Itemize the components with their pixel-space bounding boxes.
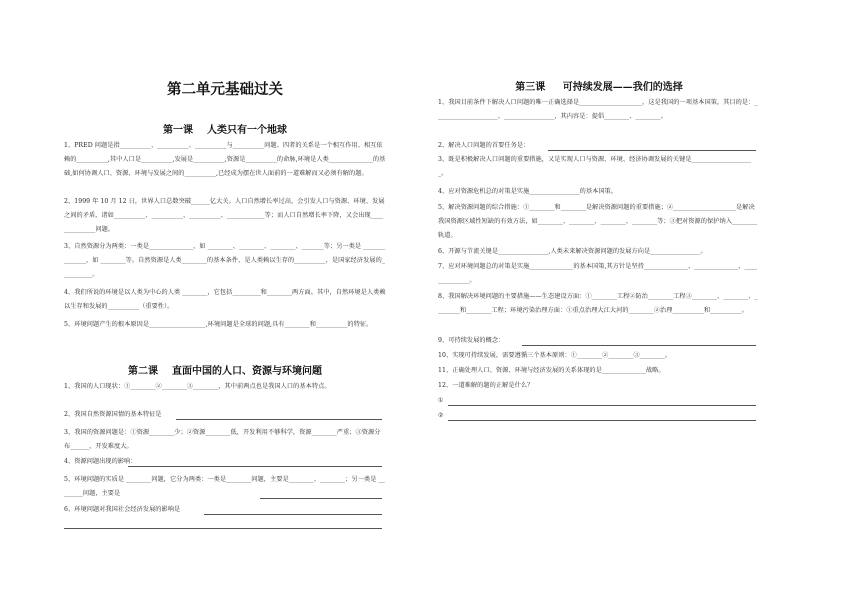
lesson3-q4: 4、应对资源危机总的对策是实施________________的基本国策。	[438, 188, 618, 195]
lesson3-q5: 5、解决资源问题的综合措施：①________和________是解决资源问题的重要措施；②____________________是解决我国资源区域性短缺的有效方法，如________、________、________、________等；③把对资源的保护纳入________轨道。	[438, 204, 758, 239]
lesson3-q9: 9、可持续发展的概念：	[438, 337, 505, 344]
answer-line	[548, 150, 756, 151]
lesson3-q11: 11、正确处理人口、资源、环境与经济发展的关系体现的是______________战略。	[438, 367, 665, 374]
lesson1-q2: 2、1999 年 10 月 12 日，世界人口总数突破______亿大关。人口自然增长率过高，会引发人口与资源、环境、发展之间的矛盾，诸如__________、__________、__________、____________等；而人口自然增长率下降，又会出现______________问题。	[64, 198, 385, 233]
lesson2-title: 第二课 直面中国的人口、资源与环境问题	[128, 366, 322, 377]
lesson3-q1: 1、我国目前条件下解决人口问题的唯一正确选择是____________________，这是我国的一项基本国策。其目的是：____________________、________________，其内容是：提倡________、________。	[438, 99, 758, 120]
unit-title: 第二单元基础过关	[167, 82, 283, 98]
lesson3-q3: 3、既是积极解决人口问题的重要措施，又是实现人口与资源、环境、经济协调发展的关键是____________________。	[438, 156, 752, 177]
lesson2-q5: 5、环境问题的实质是 ________问题，它分为两类：一类是________问题，主要是________、________；另一类是 ________问题，主要是	[64, 476, 385, 497]
lesson3-q12: 12、一道难解的题的正解是什么？	[438, 382, 534, 389]
lesson2-q3: 3、我国的资源问题是：①资源________少；②资源________低，开发利用不够科学，资源________严重；③资源分布______，开发难度大。	[64, 429, 381, 450]
lesson3-q12-answer1: ①	[438, 397, 444, 404]
lesson2-q4: 4、资源问题出现的影响：	[64, 458, 137, 465]
lesson3-q10: 10、实现可持续发展，需要遵循三个基本原则：①________②________③________。	[438, 352, 672, 359]
lesson3-q8: 8、我国解决环境问题的主要措施——生态建设方面：①________工程②防治________工程③________、________、________和________工程；环境污染治理方面：①重点治理大江大河的________②治理__________和__________。	[438, 293, 758, 314]
answer-line	[448, 405, 756, 406]
lesson3-q6: 6、开源与节流关键是________________,人类未来解决资源问题的发展方向是________________。	[438, 248, 707, 255]
lesson3-q2: 2、解决人口问题的首要任务是：	[438, 142, 530, 149]
answer-line	[204, 514, 382, 515]
lesson2-q6: 6、环境问题对我国社会经济发展的影响是	[64, 506, 181, 513]
lesson1-title: 第一课 人类只有一个地球	[163, 125, 287, 136]
lesson1-q3: 3、自然资源分为两类：一类是______________，如 ________、________、________、_______等；另一类是 ______________，如 ________等。自然资源是人类________的基本条件，是人类赖以生存的__________，是国家经济发展的__________。	[64, 243, 386, 278]
answer-line	[448, 420, 756, 421]
lesson1-q1: 1、PRED 问题是指__________、__________、__________与__________问题。四者的关系是一个相互作用、相互依赖的__________,其中人口是__________,发展是__________,资源是__________的命脉,环境是人类______________的基础,如何协调人口、资源、环境与发展之间的__________,已经成为摆在世人面前的一道难解而又必须有解的题。	[64, 142, 386, 177]
answer-line	[176, 419, 382, 420]
lesson3-q12-answer2: ②	[438, 412, 444, 419]
lesson2-q2: 2、我国自然资源国情的基本特征是	[64, 411, 162, 418]
lesson3-q7: 7、应对环境问题总的对策是实施______________的基本国策,其方针是坚持______________、______________、______________。	[438, 263, 758, 284]
answer-line	[128, 466, 382, 467]
answer-line	[260, 498, 382, 499]
lesson1-q5: 5、环境问题产生的根本原因是__________________,环境问题是全球的问题,具有________和__________的特征。	[64, 321, 373, 328]
lesson2-q1: 1、我国的人口现状：①________②________③________，其中前两点也是我国人口的基本特点。	[64, 383, 331, 390]
answer-line	[522, 345, 756, 346]
lesson1-q4: 4、我们所说的环境是以人类为中心的人类 ________，它包括_________和________两方面。其中，自然环境是人类赖以生存和发展的__________（重要性）。	[64, 289, 386, 310]
answer-line	[64, 528, 382, 529]
lesson3-title: 第三课 可持续发展——我们的选择	[515, 82, 683, 93]
